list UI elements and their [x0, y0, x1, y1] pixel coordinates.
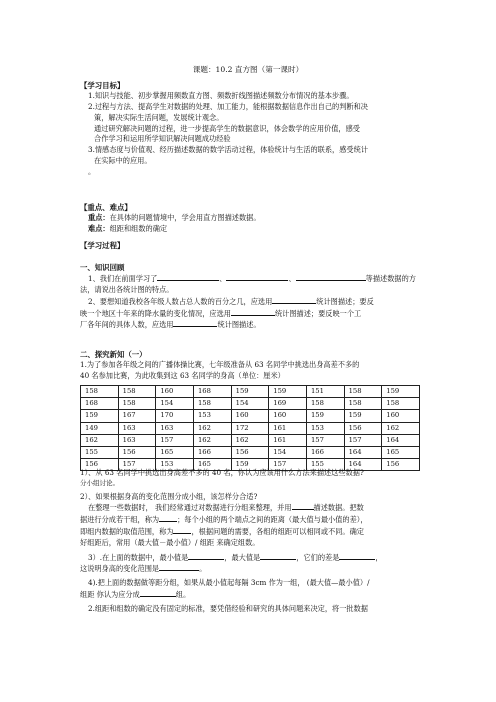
- table-cell: 158: [306, 398, 344, 410]
- paragraph-text: 即组内数据的取值范围，称为: [80, 526, 174, 536]
- table-cell: 158: [344, 398, 382, 410]
- table-cell: 159: [231, 386, 269, 398]
- table-cell: 156: [231, 446, 269, 458]
- question-3-text: 3）.在上面的数据中，最小值是: [88, 552, 189, 562]
- separator: 、: [288, 274, 296, 284]
- answer-blank[interactable]: [260, 552, 296, 560]
- table-cell: 149: [81, 422, 119, 434]
- table-cell: 167: [118, 410, 156, 422]
- review-q1-text: 等描述数据的方: [365, 274, 416, 284]
- table-cell: 159: [382, 386, 420, 398]
- answer-blank[interactable]: [339, 552, 375, 560]
- difficulty-label: 难点：: [88, 223, 110, 233]
- review-q1-text: 1、我们在前面学习了: [88, 274, 158, 284]
- table-row: [81, 398, 420, 410]
- goal-line: 2.过程与方法、提高学生对数据的处理、加工能力，能根据数据信息作出自己的判断和决: [88, 101, 368, 111]
- table-cell: 163: [156, 422, 194, 434]
- table-cell: 164: [382, 434, 420, 446]
- table-cell: 160: [156, 386, 194, 398]
- table-cell: 159: [306, 410, 344, 422]
- explore-questions: [80, 468, 420, 615]
- review-q2-text: 统计图描述；要反映一个工: [274, 308, 362, 318]
- table-cell: 156: [118, 446, 156, 458]
- answer-blank[interactable]: [140, 589, 176, 597]
- table-cell: 169: [269, 398, 307, 410]
- table-cell: 157: [306, 434, 344, 446]
- table-row: [81, 434, 420, 446]
- answer-blank[interactable]: [231, 308, 275, 316]
- focus-label: 重点：: [88, 213, 110, 223]
- table-cell: 157: [269, 459, 307, 471]
- answer-blank[interactable]: [296, 273, 366, 281]
- review-heading: 一、知识回顾: [80, 263, 125, 272]
- explore-section: [80, 349, 420, 382]
- table-cell: 165: [193, 459, 231, 471]
- table-cell: 158: [382, 398, 420, 410]
- table-cell: 153: [156, 459, 194, 471]
- table-row: [81, 422, 420, 434]
- answer-blank[interactable]: [292, 502, 314, 510]
- goal-line: 合作学习和运用所学知识解决问题成功经验: [94, 134, 231, 144]
- goals-heading: 【学习目标】: [80, 81, 125, 90]
- table-cell: 154: [156, 398, 194, 410]
- paragraph-text: 描述数据。把数: [313, 503, 364, 513]
- table-cell: 161: [269, 422, 307, 434]
- table-row: [81, 446, 420, 458]
- table-cell: 166: [193, 446, 231, 458]
- table-cell: 165: [382, 446, 420, 458]
- table-cell: 156: [382, 459, 420, 471]
- table-cell: 163: [118, 422, 156, 434]
- table-cell: 158: [118, 398, 156, 410]
- table-cell: 161: [269, 434, 307, 446]
- question-1-note: 分小组讨论。: [80, 478, 119, 487]
- table-cell: 157: [156, 434, 194, 446]
- question-3-text: ，: [375, 552, 383, 562]
- table-cell: 162: [193, 422, 231, 434]
- question-3-text: ，最大值是: [224, 552, 261, 562]
- paragraph-text: 据进行分成若干组，称为: [80, 515, 160, 525]
- table-cell: 162: [193, 434, 231, 446]
- height-data-table: [80, 385, 420, 471]
- answer-blank[interactable]: [226, 273, 288, 281]
- answer-blank[interactable]: [188, 552, 224, 560]
- answer-blank[interactable]: [173, 319, 217, 327]
- table-row: [81, 386, 420, 398]
- table-cell: 165: [156, 446, 194, 458]
- goal-line: 在实际中的应用。: [94, 155, 152, 165]
- table-cell: 160: [382, 410, 420, 422]
- table-cell: 153: [193, 410, 231, 422]
- table-cell: 166: [306, 446, 344, 458]
- goals-section: [80, 80, 420, 177]
- table-cell: 162: [382, 422, 420, 434]
- page-title: 课题：10.2 直方图（第一课时）: [192, 65, 304, 74]
- review-q1-text: 法，请说出各统计图的特点。: [80, 284, 174, 294]
- table-cell: 156: [81, 459, 119, 471]
- difficulty-text: 组距和组数的确定: [109, 223, 168, 233]
- table-cell: 157: [344, 434, 382, 446]
- table-cell: 164: [344, 459, 382, 471]
- review-q2-text: 统计图描述；要反: [316, 296, 374, 306]
- key-section: [80, 202, 420, 235]
- paragraph-text: ，根据问题的需要，各组的组距可以相同或不同。确定: [191, 526, 364, 536]
- answer-blank[interactable]: [272, 296, 316, 304]
- table-cell: 158: [344, 386, 382, 398]
- table-cell: 155: [306, 459, 344, 471]
- paragraph-text: ；每个小组的两个端点之间的距离（最大值与最小值的差），: [177, 515, 368, 525]
- paragraph-text: 在整理一些数据时， 我们经常通过对数据进行分组来整理，并用: [88, 503, 292, 513]
- process-heading: 【学习过程】: [80, 241, 125, 250]
- table-cell: 157: [118, 459, 156, 471]
- review-section: [80, 262, 420, 331]
- table-cell: 163: [118, 434, 156, 446]
- key-heading: 【重点、难点】: [80, 203, 132, 212]
- explore-intro: 40 名参加比赛，为此收集到这 63 名同学的身高（单位：厘米）: [80, 370, 285, 380]
- table-cell: 153: [306, 422, 344, 434]
- focus-text: 在具体的问题情境中，学会用直方图描述数据。: [109, 213, 261, 223]
- table-cell: 164: [344, 446, 382, 458]
- paragraph-text: 好组距后，常用（最大值－最小值）/ 组距 来确定组数。: [80, 537, 260, 547]
- answer-blank[interactable]: [159, 563, 199, 571]
- table-cell: 160: [269, 410, 307, 422]
- question-1: 1）、从 63 名同学中挑选出身高差不多的 40 名，你认为应该用什么方法来描述这些数据?: [80, 468, 364, 477]
- table-cell: 168: [81, 398, 119, 410]
- table-cell: 168: [193, 386, 231, 398]
- goal-line: 1.知识与技能、初步掌握用频数直方图、频数折线图描述频数分布情况的基本步骤。: [88, 91, 354, 101]
- question-4-text: 4).把上面的数据做等距分组，如果从最小值起每隔 3cm 作为一组， (最大值—最小值）/: [88, 578, 370, 588]
- table-row: [81, 410, 420, 422]
- table-cell: 159: [269, 386, 307, 398]
- explore-intro: 1.为了参加各年级之间的广播体操比赛，七年级准备从 63 名同学中挑选出身高差不多的: [80, 360, 360, 370]
- table-cell: 158: [193, 398, 231, 410]
- question-3-text: 。: [199, 564, 207, 574]
- question-4-text: 组。: [175, 589, 191, 599]
- paragraph-text: 2.组距和组数的确定没有固定的标准，要凭借经验和研究的具体问题来决定，将一批数据: [88, 603, 368, 613]
- question-3-text: ，它们的差是: [296, 552, 340, 562]
- table-cell: 158: [118, 386, 156, 398]
- separator: 、: [219, 274, 227, 284]
- table-cell: 172: [231, 422, 269, 434]
- table-cell: 159: [344, 410, 382, 422]
- review-q2-text: 厂各年间的具体人数，应选用: [80, 320, 174, 330]
- table-cell: 162: [231, 434, 269, 446]
- table-cell: 154: [231, 398, 269, 410]
- goal-line: 通过研究解决问题的过程，进一步提高学生的数据意识，体会数学的应用价值，感受: [94, 123, 360, 133]
- review-q2-text: 映一个地区十年来的降水量的变化情况，应选用: [80, 308, 231, 318]
- review-q2-text: 统计图描述。: [217, 320, 261, 330]
- table-cell: 159: [231, 459, 269, 471]
- table-cell: 154: [269, 446, 307, 458]
- question-3-text: 这说明身高的变化范围是: [80, 564, 160, 574]
- question-2: 2）、如果根据身高的变化范围分成小组，该怎样分合适?: [80, 491, 258, 501]
- table-cell: 160: [231, 410, 269, 422]
- explore-heading: 二、探究新知（一）: [80, 350, 147, 359]
- goal-line: 策，解决实际生活问题，发展统计观念。: [94, 112, 224, 122]
- table-cell: 159: [81, 410, 119, 422]
- goal-line: 3.情感态度与价值观、经历描述数据的数学活动过程，体验统计与生活的联系，感受统计: [88, 145, 368, 155]
- table-cell: 158: [81, 386, 119, 398]
- table-cell: 156: [344, 422, 382, 434]
- table-cell: 162: [81, 434, 119, 446]
- answer-blank[interactable]: [157, 273, 219, 281]
- table-cell: 170: [156, 410, 194, 422]
- question-4-text: 组距 你认为应分成: [80, 589, 140, 599]
- answer-blank[interactable]: [159, 514, 177, 522]
- table-cell: 155: [81, 446, 119, 458]
- answer-blank[interactable]: [173, 526, 191, 534]
- table-cell: 151: [306, 386, 344, 398]
- goal-line: 。: [88, 166, 96, 176]
- review-q2-text: 2、要想知道我校各年级人数占总人数的百分之几，应选用: [88, 296, 273, 306]
